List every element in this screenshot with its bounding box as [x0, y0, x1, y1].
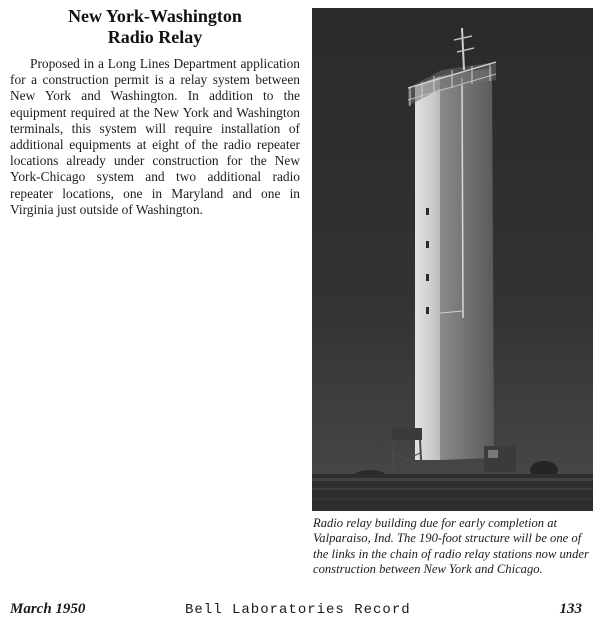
- journal-name: Bell Laboratories Record: [185, 602, 411, 618]
- page-number: 133: [559, 601, 582, 617]
- article-body: Proposed in a Long Lines Department application for a construction permit is a relay system between New York and Washington. In addition to the equipment required at the New York and Washington terminals, this system will require installation of additional equipments at eight of the radio repeater locations already under construction for the New York-Chicago system and two additional radio repeater locations, one in Maryland and one in Virginia just outside of Washington.: [10, 56, 300, 217]
- page-footer: [10, 601, 590, 621]
- headline-line-2: Radio Relay: [107, 27, 203, 47]
- tower-photo: [312, 8, 593, 511]
- photo-caption: Radio relay building due for early completion at Valparaiso, Ind. The 190-foot structure will be one of the links in the chain of radio relay stations now under construction between New York and Chicago.: [313, 516, 589, 577]
- article-headline: [10, 6, 300, 48]
- headline-line-1: New York-Washington: [68, 6, 242, 26]
- article: [10, 6, 300, 218]
- issue-date: March 1950: [10, 601, 86, 617]
- tower-photo-illustration: [312, 8, 593, 511]
